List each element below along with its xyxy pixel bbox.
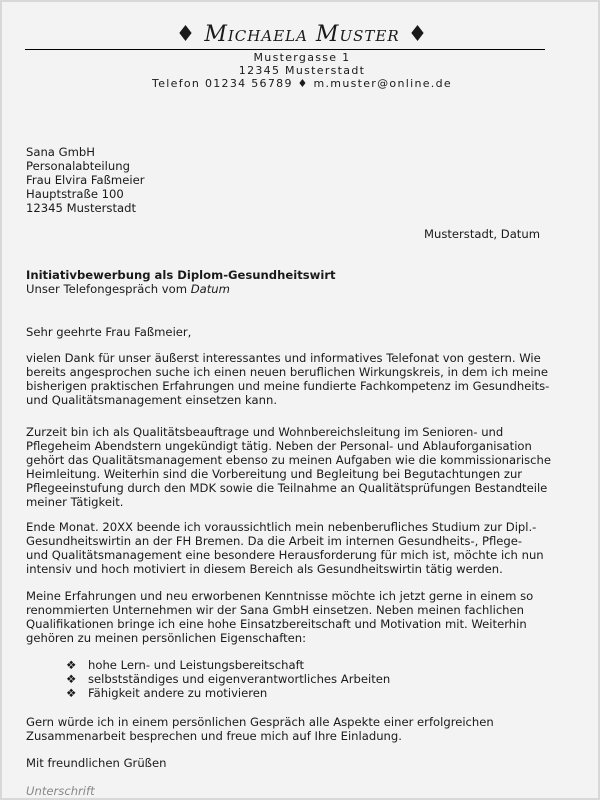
text-line: Ende Monat. 20XX beende ich voraussichtlich mein nebenberufliches Studium zur Dipl.- [26, 520, 537, 534]
salutation: Sehr geehrte Frau Faßmeier, [26, 325, 192, 339]
text-line: Pflegeheim Abendstern ungekündigt tätig. Neben der Personal- und Ablauforganisation [26, 439, 532, 453]
text-line: Zurzeit bin ich als Qualitätsbeauftrage und Wohnbereichsleitung im Senioren- und [26, 425, 504, 439]
text-line: gehört das Qualitätsmanagement ebenso zu meinen Aufgaben wie die kommissionarische [26, 453, 552, 467]
text-line: intensiv und hoch motiviert in diesem Bereich als Gesundheitswirtin tätig werden. [26, 562, 503, 576]
text-line: renommierten Unternehmen wir der Sana GmbH einsetzen. Neben meinen fachlichen [26, 603, 525, 617]
subject-reference-date: Datum [190, 282, 230, 296]
header-divider [25, 49, 545, 50]
text-line: gehören zu meinen persönlichen Eigenschaften: [26, 631, 307, 645]
recipient-line: Frau Elvira Faßmeier [26, 173, 145, 187]
recipient-line: Sana GmbH [26, 145, 95, 159]
text-line: Qualifikationen bringe ich eine hohe Einsatzbereitschaft und Motivation mit. Weiterhin [26, 617, 527, 631]
text-line: Heimleitung. Weiterhin sind die Vorbereitung und Begleitung bei Begutachtungen zur [26, 467, 523, 481]
closing-paragraph [26, 715, 494, 743]
list-item [66, 658, 390, 672]
diamond-bullet-icon: ❖ [66, 672, 77, 686]
list-item-text: Fähigkeit andere zu motivieren [88, 686, 268, 700]
sender-street: Mustergasse 1 [253, 51, 351, 64]
text-line: bereits angesprochen suche ich einen neuen beruflichen Wirkungskreis, in dem ich meine [26, 365, 549, 379]
list-item-text: selbstständiges und eigenverantwortliches Arbeiten [88, 672, 391, 686]
subject [26, 268, 336, 296]
sender-name: ♦ Michaela Muster ♦ [175, 22, 429, 47]
text-line: Gern würde ich in einem persönlichen Gespräch alle Aspekte einer erfolgreichen [26, 715, 494, 729]
text-line: Zusammenarbeit besprechen und freue mich auf Ihre Einladung. [26, 729, 402, 743]
subject-title: Initiativbewerbung als Diplom-Gesundheitswirt [26, 268, 336, 282]
text-line: und Qualitätsmanagement einsetzen kann. [26, 393, 278, 407]
list-item [66, 672, 390, 686]
sender-city: 12345 Musterstadt [238, 64, 366, 77]
diamond-bullet-icon: ❖ [66, 686, 77, 700]
paragraph-3 [26, 520, 544, 576]
sender-address [2, 51, 600, 90]
text-line: vielen Dank für unser äußerst interessantes und informatives Telefonat von gestern. Wie [26, 351, 541, 365]
subject-reference-text: Unser Telefongespräch vom [26, 282, 191, 296]
list-item-text: hohe Lern- und Leistungsbereitschaft [88, 658, 305, 672]
letter-date: Musterstadt, Datum [423, 227, 540, 241]
text-line: bisherigen praktischen Erfahrungen und meine fundierte Fachkompetenz im Gesundheits- [26, 379, 550, 393]
paragraph-4 [26, 589, 533, 645]
recipient-line: Hauptstraße 100 [26, 187, 124, 201]
recipient-address [26, 145, 144, 215]
text-line: Gesundheitswirtin an der FH Bremen. Da die Arbeit im internen Gesundheits-, Pflege- [26, 534, 523, 548]
paragraph-2 [26, 425, 551, 509]
recipient-line: 12345 Musterstadt [26, 201, 136, 215]
subject-reference [26, 282, 336, 296]
signature: Unterschrift [26, 784, 95, 798]
recipient-line: Personalabteilung [26, 159, 130, 173]
sender-contact: Telefon 01234 56789 ♦ m.muster@online.de [152, 77, 452, 90]
qualities-list [66, 658, 390, 700]
text-line: meiner Tätigkeit. [26, 495, 124, 509]
text-line: Pflegeeinstufung durch den MDK sowie die Teilnahme an Qualitätsprüfungen Bestandteile [26, 481, 548, 495]
paragraph-1 [26, 351, 549, 407]
closing: Mit freundlichen Grüßen [26, 756, 167, 770]
text-line: und Qualitätsmanagement eine besondere Herausforderung für mich ist, möchte ich nun [26, 548, 544, 562]
text-line: Meine Erfahrungen und neu erworbenen Kenntnisse möchte ich jetzt gerne in einem so [26, 589, 534, 603]
list-item [66, 686, 390, 700]
diamond-bullet-icon: ❖ [66, 658, 77, 672]
